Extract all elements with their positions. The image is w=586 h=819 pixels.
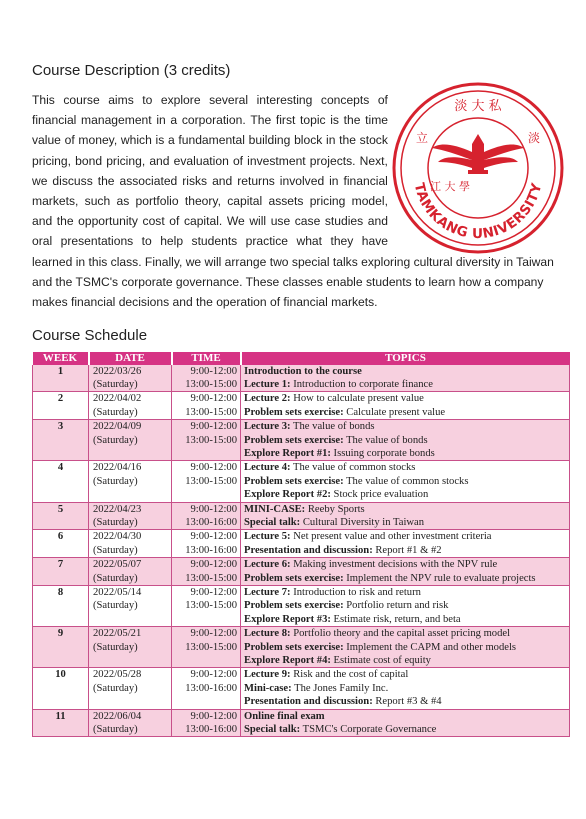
time-cell [172, 709, 241, 737]
time-line: 9:00-12:00 [190, 669, 237, 681]
date-line: (Saturday) [93, 641, 138, 653]
topic-line [244, 365, 566, 378]
topic-line [244, 461, 566, 474]
topic-label: MINI-CASE: [244, 503, 306, 515]
topic-line [244, 406, 566, 419]
table-row [33, 420, 570, 461]
topic-text: Reeby Sports [305, 503, 365, 515]
topic-label: Lecture 1: [244, 378, 291, 390]
time-cell [172, 627, 241, 668]
table-row [33, 392, 570, 420]
topic-label: Mini-case: [244, 682, 292, 694]
topic-label: Presentation and discussion: [244, 696, 373, 708]
time-cell [172, 558, 241, 586]
time-line: 9:00-12:00 [190, 531, 237, 543]
topic-line [244, 503, 566, 516]
topic-line [244, 572, 566, 585]
topic-label: Lecture 4: [244, 462, 291, 474]
time-line: 13:00-15:00 [185, 378, 237, 390]
course-schedule-heading: Course Schedule [32, 327, 148, 344]
topic-line [244, 392, 566, 405]
topic-text: Risk and the cost of capital [290, 669, 409, 681]
date-line: 2022/04/23 [93, 503, 142, 515]
table-row [33, 461, 570, 502]
topics-cell [241, 461, 570, 502]
time-line: 13:00-15:00 [185, 434, 237, 446]
topic-text: Estimate cost of equity [330, 655, 431, 667]
logo-side-right: 淡 [527, 131, 541, 145]
topics-cell [241, 530, 570, 558]
logo-side-left: 立 [415, 131, 429, 145]
time-line: 9:00-12:00 [190, 421, 237, 433]
topic-label: Explore Report #1: [244, 447, 331, 459]
table-row [33, 627, 570, 668]
topic-label: Lecture 2: [244, 393, 291, 405]
time-line: 13:00-15:00 [185, 406, 237, 418]
week-cell: 8 [33, 586, 89, 627]
topic-line [244, 378, 566, 391]
topic-line [244, 654, 566, 667]
tamkang-university-logo [392, 82, 564, 254]
course-description-heading: Course Description (3 credits) [32, 62, 231, 79]
description-line: we discuss the associated risks and returns involved in financial [32, 173, 388, 188]
date-line: (Saturday) [93, 572, 138, 584]
table-row [33, 365, 570, 392]
topic-label: Lecture 8: [244, 628, 291, 640]
week-cell: 10 [33, 668, 89, 709]
time-cell [172, 586, 241, 627]
logo-university-name: TAMKANG UNIVERSITY [410, 181, 546, 243]
time-line: 13:00-15:00 [185, 641, 237, 653]
date-line: 2022/04/16 [93, 462, 142, 474]
date-line: (Saturday) [93, 544, 138, 556]
topic-label: Explore Report #2: [244, 489, 331, 501]
date-line: (Saturday) [93, 406, 138, 418]
topic-text: Estimate risk, return, and beta [330, 613, 461, 625]
topics-cell [241, 709, 570, 737]
table-row [33, 586, 570, 627]
date-cell [89, 502, 172, 530]
time-line: 9:00-12:00 [190, 587, 237, 598]
time-line: 9:00-12:00 [190, 710, 237, 722]
topic-line [244, 641, 566, 654]
header-time: TIME [172, 352, 241, 365]
topic-label: Problem sets exercise: [244, 475, 344, 487]
topic-text: Net present value and other investment criteria [290, 531, 492, 543]
date-cell [89, 461, 172, 502]
header-date: DATE [89, 352, 172, 365]
date-line: (Saturday) [93, 724, 138, 736]
date-cell [89, 420, 172, 461]
schedule-table [32, 352, 570, 737]
time-line: 9:00-12:00 [190, 365, 237, 377]
topic-line [244, 586, 566, 599]
date-cell [89, 586, 172, 627]
logo-top-chars: 淡 大 私 [454, 99, 502, 114]
topic-label: Lecture 3: [244, 421, 291, 433]
topic-text: The value of bonds [343, 434, 428, 446]
topic-label: Lecture 6: [244, 559, 291, 571]
table-row [33, 558, 570, 586]
time-line: 9:00-12:00 [190, 462, 237, 474]
week-cell: 9 [33, 627, 89, 668]
date-line: 2022/05/28 [93, 669, 142, 681]
topic-line [244, 544, 566, 557]
topic-line [244, 420, 566, 433]
topic-line [244, 668, 566, 681]
time-cell [172, 668, 241, 709]
topic-label: Problem sets exercise: [244, 600, 344, 612]
topic-text: Introduction to corporate finance [290, 378, 433, 390]
topics-cell [241, 627, 570, 668]
time-line: 13:00-16:00 [185, 544, 237, 556]
topics-cell [241, 668, 570, 709]
time-line: 13:00-15:00 [185, 600, 237, 612]
topic-text: The value of common stocks [343, 475, 469, 487]
week-cell: 6 [33, 530, 89, 558]
table-row [33, 530, 570, 558]
date-line: 2022/05/21 [93, 628, 142, 640]
topic-line [244, 599, 566, 612]
week-cell: 11 [33, 709, 89, 737]
description-line: pricing, bond pricing, and evaluation of investment projects. Next, [32, 153, 388, 168]
header-topics: TOPICS [241, 352, 570, 365]
table-row [33, 709, 570, 737]
topic-text: Introduction to risk and return [290, 587, 421, 598]
date-line: 2022/03/26 [93, 365, 142, 377]
week-cell: 5 [33, 502, 89, 530]
topic-text: The Jones Family Inc. [291, 682, 389, 694]
topic-text: Making investment decisions with the NPV rule [290, 559, 498, 571]
topic-line [244, 627, 566, 640]
description-line: This course aims to explore several interesting concepts of [32, 93, 388, 107]
course-description-continued: learned in this class. Finally, we will arrange two special talks exploring cultural diversity in Taiwan and the TSMC's corporate governance. These classes enable students to learn how a company makes financial decisions and the operation of financial markets. [32, 255, 554, 310]
topics-cell [241, 502, 570, 530]
topics-cell [241, 392, 570, 420]
time-line: 9:00-12:00 [190, 628, 237, 640]
topic-text: Report #1 & #2 [372, 544, 442, 556]
description-line: oral presentations to help students practice what they have [32, 234, 388, 249]
time-line: 9:00-12:00 [190, 559, 237, 571]
date-line: (Saturday) [93, 600, 138, 612]
description-line: value of money, which is a fundamental building block in the stock [32, 133, 388, 148]
week-cell: 4 [33, 461, 89, 502]
topic-line [244, 695, 566, 708]
topics-cell [241, 586, 570, 627]
time-cell [172, 530, 241, 558]
topic-text: Calculate present value [343, 406, 446, 418]
time-line: 13:00-16:00 [185, 516, 237, 528]
topic-line [244, 488, 566, 501]
logo-lower-chars: 江 大 學 [430, 180, 470, 193]
topic-text: Report #3 & #4 [372, 696, 442, 708]
topic-label: Presentation and discussion: [244, 544, 373, 556]
description-line: financial management in a corporation. The first topic is the time [32, 113, 388, 128]
topic-text: Implement the NPV rule to evaluate projects [343, 572, 536, 584]
topic-line [244, 530, 566, 543]
schedule-header-row [33, 352, 570, 365]
time-line: 9:00-12:00 [190, 503, 237, 515]
week-cell: 3 [33, 420, 89, 461]
topic-label: Lecture 9: [244, 669, 291, 681]
date-line: 2022/04/30 [93, 531, 142, 543]
topic-text: Stock price evaluation [330, 489, 429, 501]
date-line: 2022/04/02 [93, 393, 142, 405]
date-line: (Saturday) [93, 682, 138, 694]
topic-label: Online final exam [244, 710, 325, 722]
topic-line [244, 613, 566, 626]
week-cell: 1 [33, 365, 89, 392]
topic-label: Problem sets exercise: [244, 572, 344, 584]
topic-line [244, 710, 566, 723]
time-line: 9:00-12:00 [190, 393, 237, 405]
time-cell [172, 392, 241, 420]
topic-text: TSMC's Corporate Governance [300, 724, 437, 736]
week-cell: 7 [33, 558, 89, 586]
date-line: (Saturday) [93, 516, 138, 528]
topic-line [244, 434, 566, 447]
table-row [33, 668, 570, 709]
topic-label: Special talk: [244, 724, 301, 736]
topic-label: Explore Report #4: [244, 655, 331, 667]
topics-cell [241, 558, 570, 586]
date-line: 2022/04/09 [93, 421, 142, 433]
time-cell [172, 420, 241, 461]
course-description-text [32, 90, 388, 252]
date-line: 2022/05/14 [93, 587, 142, 598]
topic-text: Issuing corporate bonds [330, 447, 435, 459]
date-cell [89, 530, 172, 558]
date-line: 2022/06/04 [93, 710, 142, 722]
topic-line [244, 558, 566, 571]
date-cell [89, 392, 172, 420]
topic-label: Introduction to the course [244, 365, 362, 377]
description-line: markets, such as portfolio theory, capital assets pricing model, [32, 194, 388, 209]
date-cell [89, 627, 172, 668]
topic-label: Lecture 7: [244, 587, 291, 598]
topic-line [244, 682, 566, 695]
topic-line [244, 723, 566, 736]
topic-label: Explore Report #3: [244, 613, 331, 625]
topic-line [244, 475, 566, 488]
description-line: and the opportunity cost of capital. We will use case studies and [32, 214, 388, 229]
topic-text: How to calculate present value [290, 393, 424, 405]
topic-label: Problem sets exercise: [244, 406, 344, 418]
date-cell [89, 709, 172, 737]
time-line: 13:00-15:00 [185, 572, 237, 584]
date-line: (Saturday) [93, 475, 138, 487]
date-line: (Saturday) [93, 434, 138, 446]
topics-cell [241, 365, 570, 392]
time-line: 13:00-15:00 [185, 475, 237, 487]
topic-label: Lecture 5: [244, 531, 291, 543]
time-cell [172, 365, 241, 392]
time-cell [172, 502, 241, 530]
topic-text: Portfolio theory and the capital asset pricing model [290, 628, 511, 640]
topic-line [244, 447, 566, 460]
topic-text: Implement the CAPM and other models [343, 641, 517, 653]
topic-text: The value of bonds [290, 421, 375, 433]
topic-label: Special talk: [244, 516, 301, 528]
topic-text: Cultural Diversity in Taiwan [300, 516, 425, 528]
date-line: 2022/05/07 [93, 559, 142, 571]
table-row [33, 502, 570, 530]
week-cell: 2 [33, 392, 89, 420]
date-cell [89, 365, 172, 392]
time-line: 13:00-16:00 [185, 724, 237, 736]
topics-cell [241, 420, 570, 461]
time-line: 13:00-16:00 [185, 682, 237, 694]
date-cell [89, 668, 172, 709]
date-line: (Saturday) [93, 378, 138, 390]
header-week: WEEK [33, 352, 89, 365]
topic-label: Problem sets exercise: [244, 434, 344, 446]
time-cell [172, 461, 241, 502]
date-cell [89, 558, 172, 586]
topic-text: Portfolio return and risk [343, 600, 449, 612]
topic-label: Problem sets exercise: [244, 641, 344, 653]
topic-text: The value of common stocks [290, 462, 416, 474]
topic-line [244, 516, 566, 529]
